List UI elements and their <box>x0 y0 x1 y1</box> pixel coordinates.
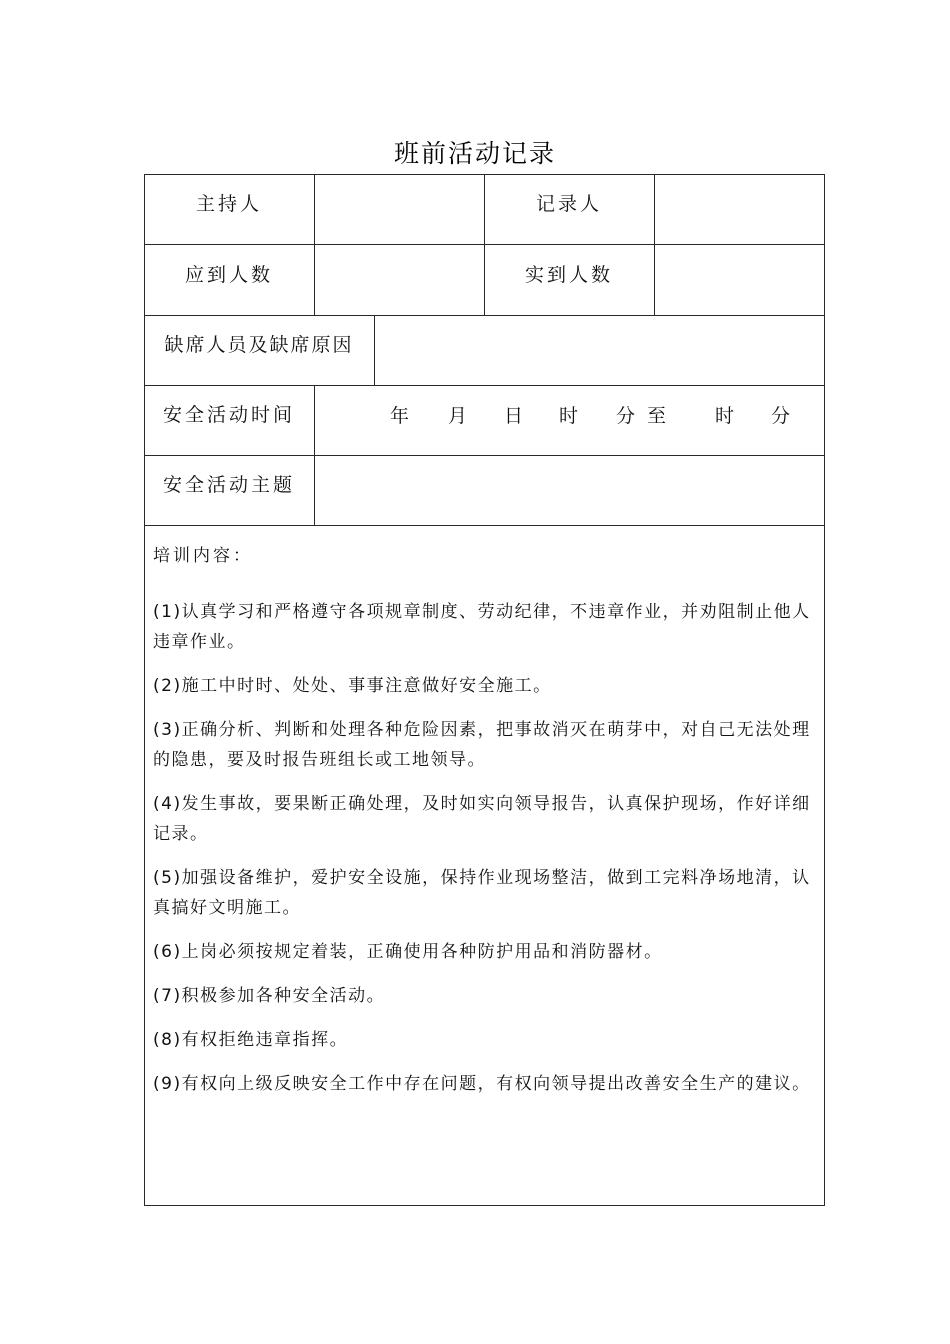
day-unit: 日 <box>504 405 524 427</box>
list-item: (8)有权拒绝违章指挥。 <box>153 1030 349 1050</box>
minute-unit-end: 分 <box>771 405 791 427</box>
row-divider <box>144 385 825 386</box>
absent-field[interactable] <box>375 316 824 385</box>
hour-unit: 时 <box>559 405 579 427</box>
table-border-bottom <box>144 1205 825 1206</box>
host-label: 主持人 <box>195 193 262 215</box>
list-item: (2)施工中时时、处处、事事注意做好安全施工。 <box>153 676 552 696</box>
hour-unit-end: 时 <box>715 405 735 427</box>
activity-theme-label: 安全活动主题 <box>162 474 295 496</box>
recorder-label: 记录人 <box>535 193 602 215</box>
month-unit: 月 <box>448 405 468 427</box>
activity-time-label: 安全活动时间 <box>162 404 295 426</box>
list-item: (4)发生事故，要果断正确处理，及时如实向领导报告，认真保护现场，作好详细记录。 <box>153 794 811 844</box>
training-content <box>153 541 817 1113</box>
recorder-field[interactable] <box>655 175 824 244</box>
list-item: (7)积极参加各种安全活动。 <box>153 986 386 1006</box>
expected-count-field[interactable] <box>315 245 484 315</box>
list-item: (1)认真学习和严格遵守各项规章制度、劳动纪律，不违章作业，并劝阻制止他人违章作业。 <box>153 602 811 652</box>
actual-count-label: 实到人数 <box>524 264 613 286</box>
training-heading: 培训内容： <box>153 546 253 566</box>
list-item: (3)正确分析、判断和处理各种危险因素，把事故消灭在萌芽中，对自己无法处理的隐患，要及时报告班组长或工地领导。 <box>153 720 811 770</box>
minute-unit: 分 <box>616 405 636 427</box>
list-item: (6)上岗必须按规定着装，正确使用各种防护用品和消防器材。 <box>153 942 663 962</box>
table-border-right <box>824 174 825 1206</box>
to-text: 至 <box>647 405 667 427</box>
absent-label: 缺席人员及缺席原因 <box>164 334 354 356</box>
activity-theme-field[interactable] <box>315 456 824 525</box>
year-unit: 年 <box>390 405 410 427</box>
expected-count-label: 应到人数 <box>184 264 273 286</box>
table-border-left <box>144 174 145 1206</box>
actual-count-field[interactable] <box>655 245 824 315</box>
list-item: (9)有权向上级反映安全工作中存在问题，有权向领导提出改善安全生产的建议。 <box>153 1074 811 1094</box>
host-field[interactable] <box>315 175 484 244</box>
row-divider <box>144 525 825 526</box>
list-item: (5)加强设备维护，爱护安全设施，保持作业现场整洁，做到工完料净场地清，认真搞好文明施工。 <box>153 868 811 918</box>
page-title: 班前活动记录 <box>393 139 556 168</box>
